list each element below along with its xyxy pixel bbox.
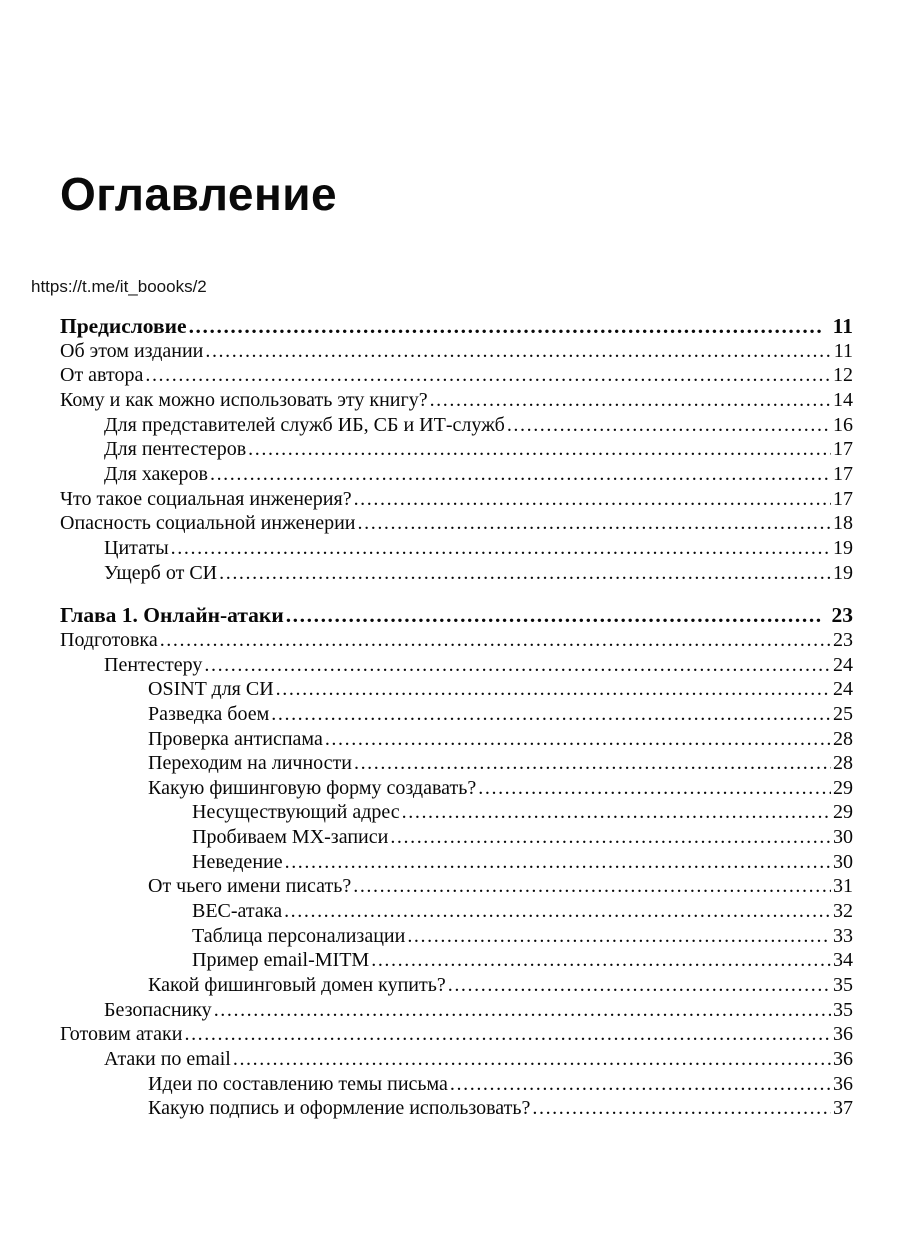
toc-entry-page-number: 28 <box>833 752 853 775</box>
toc-leader-dots <box>354 487 831 512</box>
toc-entry-page-number: 19 <box>833 561 853 584</box>
watermark-url-text: https://t.me/it_boooks/2 <box>31 277 207 296</box>
toc-leader-dots <box>354 751 831 776</box>
toc-entry <box>60 825 853 850</box>
toc-entry-page-number: 36 <box>833 1048 853 1071</box>
toc-entry <box>60 727 853 752</box>
toc-entry-label: Несуществующий адрес <box>192 801 400 824</box>
toc-leader-dots <box>160 628 831 653</box>
toc-leader-dots <box>507 413 831 438</box>
toc-entry-page-number: 24 <box>833 653 853 676</box>
toc-entry <box>60 899 853 924</box>
toc-entry <box>60 487 853 512</box>
toc-entry <box>60 850 853 875</box>
toc-entry <box>60 702 853 727</box>
toc-entry-label: Пробиваем MX-записи <box>192 826 389 849</box>
toc-entry-page-number: 31 <box>833 875 853 898</box>
toc-entry-page-number: 30 <box>833 826 853 849</box>
toc-leader-dots <box>371 948 831 973</box>
toc-entry-page-number: 24 <box>833 678 853 701</box>
toc-entry-page-number: 19 <box>833 536 853 559</box>
toc-entry-label: Для представителей служб ИБ, СБ и ИТ-служб <box>104 413 505 436</box>
toc-entry-page-number: 11 <box>833 339 853 362</box>
toc-entry-label: Готовим атаки <box>60 1023 183 1046</box>
toc-entry <box>60 1072 853 1097</box>
toc-entry-label: Какую фишинговую форму создавать? <box>148 776 477 799</box>
toc-leader-dots <box>430 388 831 413</box>
toc-entry <box>60 677 853 702</box>
toc-leader-dots <box>390 825 831 850</box>
toc-entry <box>60 561 853 586</box>
toc-entry <box>60 776 853 801</box>
toc-entry-page-number: 16 <box>833 413 853 436</box>
toc-entry <box>60 1047 853 1072</box>
toc-entry-label: Глава 1. Онлайн-атаки <box>60 603 284 628</box>
toc-entry-page-number: 28 <box>833 727 853 750</box>
toc-entry-page-number: 12 <box>833 364 853 387</box>
toc-leader-dots <box>189 314 824 339</box>
toc-leader-dots <box>325 727 831 752</box>
toc-entry-label: Проверка антиспама <box>148 727 323 750</box>
toc-entry <box>60 1022 853 1047</box>
toc-leader-dots <box>219 561 831 586</box>
toc-entry-page-number: 25 <box>833 702 853 725</box>
table-of-contents <box>60 314 853 1121</box>
toc-leader-dots <box>233 1047 831 1072</box>
toc-entry <box>60 653 853 678</box>
toc-entry-page-number: 30 <box>833 850 853 873</box>
toc-leader-dots <box>210 462 831 487</box>
toc-entry-page-number: 35 <box>833 974 853 997</box>
toc-entry-label: Для пентестеров <box>104 438 247 461</box>
toc-entry-label: Кому и как можно использовать эту книгу? <box>60 388 428 411</box>
toc-entry-label: Пример email-MITM <box>192 949 370 972</box>
toc-entry-page-number: 36 <box>833 1023 853 1046</box>
toc-entry <box>60 339 853 364</box>
toc-leader-dots <box>271 702 831 727</box>
toc-leader-dots <box>171 536 831 561</box>
toc-entry-label: Неведение <box>192 850 283 873</box>
toc-leader-dots <box>184 1022 831 1047</box>
toc-entry-label: От автора <box>60 364 144 387</box>
toc-leader-dots <box>353 874 831 899</box>
toc-entry-label: OSINT для СИ <box>148 678 274 701</box>
toc-entry <box>60 948 853 973</box>
toc-leader-dots <box>276 677 831 702</box>
toc-entry <box>60 314 853 339</box>
toc-entry-page-number: 32 <box>833 900 853 923</box>
toc-entry-label: Какой фишинговый домен купить? <box>148 974 446 997</box>
toc-entry-label: Какую подпись и оформление использовать? <box>148 1097 531 1120</box>
toc-entry-label: Опасность социальной инженерии <box>60 512 356 535</box>
toc-leader-dots <box>286 603 823 628</box>
toc-entry-label: Разведка боем <box>148 702 270 725</box>
toc-leader-dots <box>145 363 831 388</box>
toc-entry-page-number: 36 <box>833 1072 853 1095</box>
toc-entry-label: Таблица персонализации <box>192 924 406 947</box>
toc-entry-page-number: 34 <box>833 949 853 972</box>
toc-entry-page-number: 33 <box>833 924 853 947</box>
toc-entry <box>60 363 853 388</box>
toc-entry-label: Подготовка <box>60 628 158 651</box>
toc-entry <box>60 462 853 487</box>
toc-leader-dots <box>285 850 831 875</box>
toc-entry-page-number: 35 <box>833 998 853 1021</box>
toc-entry <box>60 437 853 462</box>
toc-entry-page-number: 37 <box>833 1097 853 1120</box>
toc-entry <box>60 1096 853 1121</box>
toc-leader-dots <box>205 339 831 364</box>
toc-leader-dots <box>204 653 831 678</box>
toc-leader-dots <box>532 1096 831 1121</box>
toc-leader-dots <box>358 511 831 536</box>
toc-entry <box>60 924 853 949</box>
toc-entry-page-number: 23 <box>831 603 853 628</box>
toc-entry-page-number: 11 <box>832 314 853 338</box>
toc-entry-label: Пентестеру <box>104 653 203 676</box>
toc-leader-dots <box>407 924 831 949</box>
toc-leader-dots <box>284 899 831 924</box>
toc-entry-page-number: 29 <box>833 801 853 824</box>
page-title: Оглавление <box>60 167 338 220</box>
toc-leader-dots <box>214 998 831 1023</box>
toc-entry <box>60 413 853 438</box>
toc-entry-page-number: 23 <box>833 628 853 651</box>
toc-entry-page-number: 18 <box>833 512 853 535</box>
toc-entry <box>60 800 853 825</box>
toc-entry-page-number: 17 <box>833 462 853 485</box>
toc-entry-page-number: 29 <box>833 776 853 799</box>
toc-leader-dots <box>402 800 831 825</box>
toc-entry-label: Цитаты <box>104 536 169 559</box>
toc-entry-label: Для хакеров <box>104 462 208 485</box>
toc-entry <box>60 973 853 998</box>
toc-entry-label: Предисловие <box>60 314 187 338</box>
toc-entry <box>60 628 853 653</box>
toc-entry-label: Переходим на личности <box>148 752 352 775</box>
toc-entry <box>60 536 853 561</box>
toc-entry <box>60 751 853 776</box>
toc-entry-label: Что такое социальная инженерия? <box>60 487 352 510</box>
toc-leader-dots <box>248 437 831 462</box>
toc-leader-dots <box>478 776 831 801</box>
toc-entry-label: От чьего имени писать? <box>148 875 352 898</box>
toc-entry-label: Об этом издании <box>60 339 204 362</box>
toc-entry-page-number: 14 <box>833 388 853 411</box>
toc-entry <box>60 874 853 899</box>
toc-entry <box>60 388 853 413</box>
toc-entry <box>60 998 853 1023</box>
toc-entry-label: Ущерб от СИ <box>104 561 218 584</box>
toc-leader-dots <box>450 1072 831 1097</box>
toc-entry-label: Безопаснику <box>104 998 212 1021</box>
toc-leader-dots <box>448 973 831 998</box>
toc-entry <box>60 603 853 628</box>
toc-entry-label: Идеи по составлению темы письма <box>148 1072 448 1095</box>
toc-entry-label: Атаки по email <box>104 1048 231 1071</box>
toc-entry <box>60 511 853 536</box>
toc-entry-page-number: 17 <box>833 438 853 461</box>
toc-entry-label: BEC-атака <box>192 900 283 923</box>
toc-entry-page-number: 17 <box>833 487 853 510</box>
